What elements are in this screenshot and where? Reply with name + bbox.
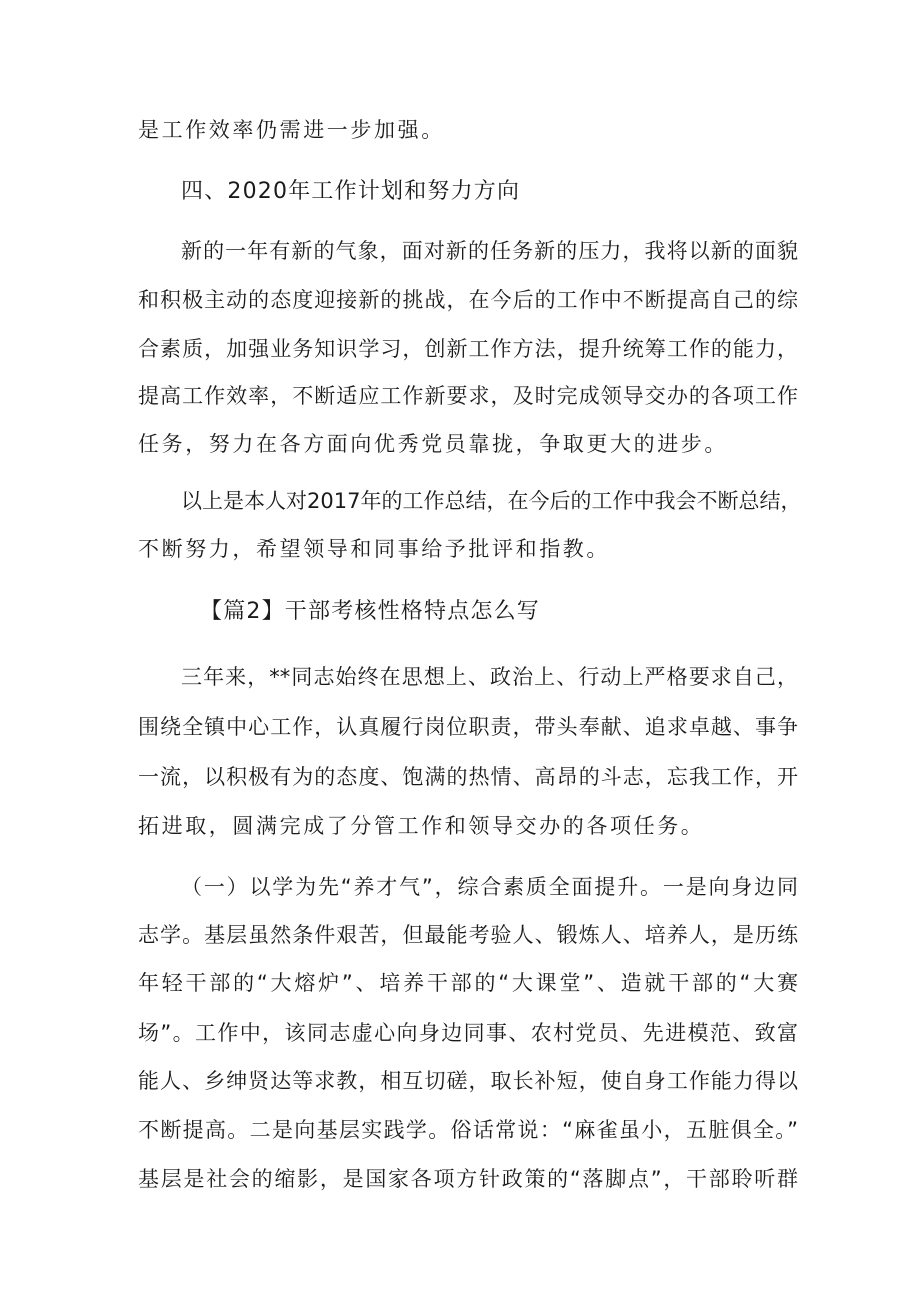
text-line: 三年来，**同志始终在思想上、政治上、行动上严格要求自己， bbox=[181, 665, 798, 689]
article-heading: 【篇2】干部考核性格特点怎么写 bbox=[200, 599, 540, 624]
text-line: （一）以学为先“养才气”，综合素质全面提升。一是向身边同 bbox=[181, 875, 798, 899]
text-line: 以上是本人对2017年的工作总结，在今后的工作中我会不断总结， bbox=[181, 489, 802, 513]
text-line: 能人、乡绅贤达等求教，相互切磋，取长补短，使自身工作能力得以 bbox=[138, 1069, 798, 1093]
text-line: 合素质，加强业务知识学习，创新工作方法，提升统筹工作的能力， bbox=[138, 337, 798, 361]
text-line: 基层是社会的缩影，是国家各项方针政策的“落脚点”，干部聆听群 bbox=[138, 1167, 798, 1191]
text-line: 是工作效率仍需进一步加强。 bbox=[138, 118, 445, 142]
text-line: 和积极主动的态度迎接新的挑战，在今后的工作中不断提高自己的综 bbox=[138, 288, 798, 312]
text-line: 新的一年有新的气象，面对新的任务新的压力，我将以新的面貌 bbox=[181, 239, 798, 263]
text-line: 围绕全镇中心工作，认真履行岗位职责，带头奉献、追求卓越、事争 bbox=[138, 715, 798, 739]
text-line: 拓进取，圆满完成了分管工作和领导交办的各项任务。 bbox=[138, 814, 705, 838]
text-line: 志学。基层虽然条件艰苦，但最能考验人、锻炼人、培养人，是历练 bbox=[138, 923, 798, 947]
text-line: 一流，以积极有为的态度、饱满的热情、高昂的斗志，忘我工作，开 bbox=[138, 765, 798, 789]
text-line: 任务，努力在各方面向优秀党员靠拢，争取更大的进步。 bbox=[138, 432, 728, 456]
text-line: 不断努力，希望领导和同事给予批评和指教。 bbox=[138, 537, 610, 561]
section-heading: 四、2020年工作计划和努力方向 bbox=[181, 179, 521, 204]
text-line: 场”。工作中，该同志虚心向身边同事、农村党员、先进模范、致富 bbox=[138, 1021, 798, 1045]
text-line: 不断提高。二是向基层实践学。俗话常说：“麻雀虽小，五脏俱全。” bbox=[138, 1118, 798, 1142]
text-line: 年轻干部的“大熔炉”、培养干部的“大课堂”、造就干部的“大赛 bbox=[138, 971, 798, 995]
text-line: 提高工作效率，不断适应工作新要求，及时完成领导交办的各项工作 bbox=[138, 384, 798, 408]
